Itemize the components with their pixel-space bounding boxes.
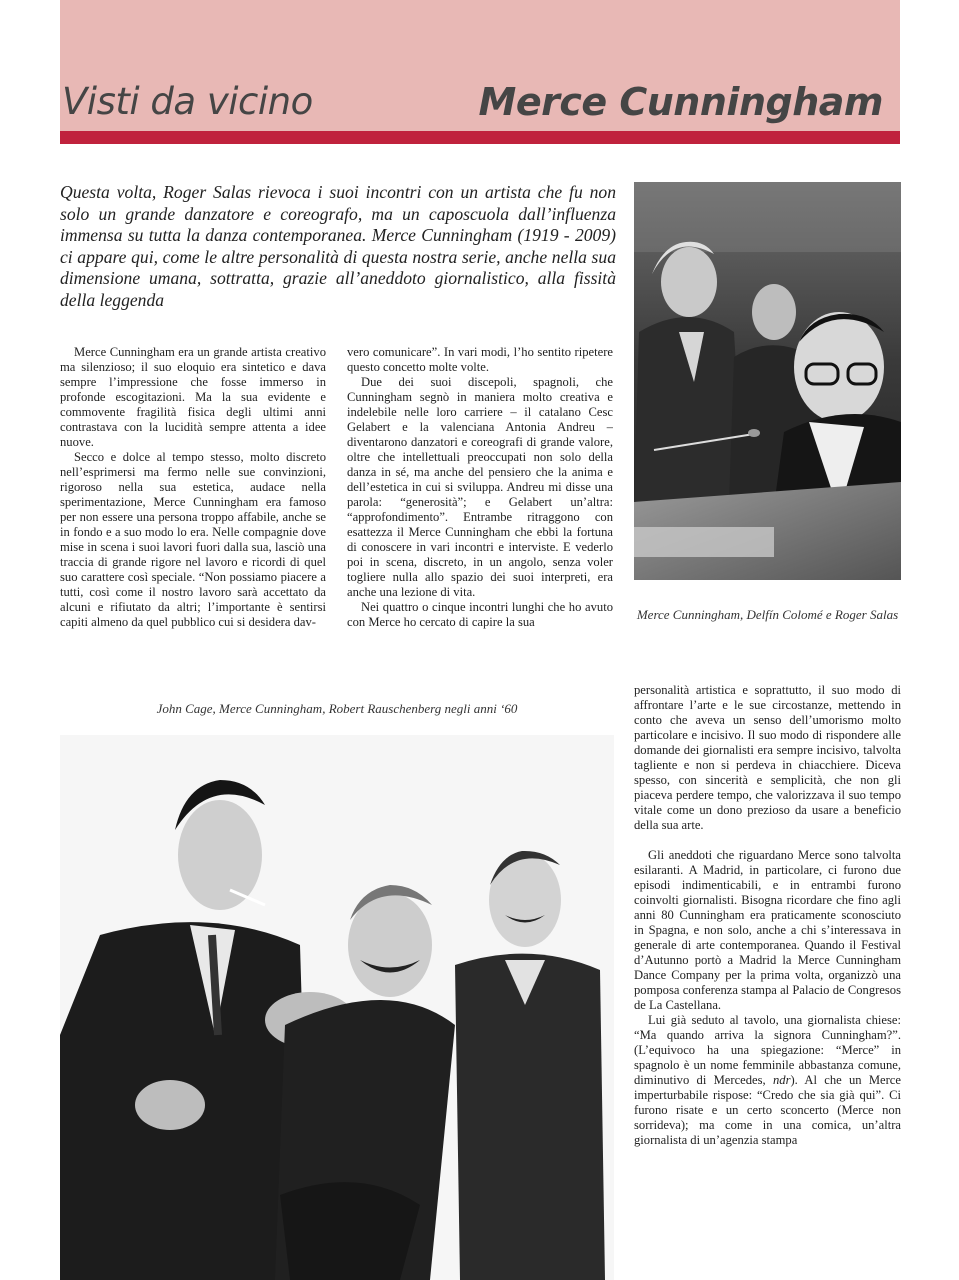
section-title: Visti da vicino bbox=[62, 80, 313, 123]
photo-press-conference bbox=[634, 182, 901, 580]
editor-note: ndr bbox=[772, 1073, 791, 1087]
paragraph-gap bbox=[634, 833, 901, 848]
body-column-1 bbox=[60, 345, 326, 665]
photo-cage-cunningham-rauschenberg bbox=[60, 735, 614, 1280]
paragraph-text: Gli aneddoti che riguardano Merce sono talvolta esilaranti. A Madrid, in particolare, ci furono due episodi indimenticabili, e in entrambi furono coinvolti giornalisti. Bisogna ricordare che fino agli anni 80 Cunningham era praticamente sconosciuto in Spagna, e non solo, anche a chi s’interessava in generale di arte contemporanea. Quando il Festival d’Autunno portò a Madrid la Merce Cunningham Dance Company per la prima volta, organizzò una pomposa conferenza stampa al Palacio de Congresos de La Castellana. bbox=[634, 848, 901, 1012]
paragraph: Nei quattro o cinque incontri lunghi che ho avuto con Merce ho cercato di capire la sua bbox=[347, 600, 613, 629]
paragraph: vero comunicare”. In vari modi, l’ho sentito ripetere questo concetto molte volte. bbox=[347, 345, 613, 374]
paragraph-text: ). Al che un Merce imperturbabile rispose: “Credo che sia già qui”. Ci furono risate e un certo sconcerto (Merce non sorrideva); ma come in una comica, un’altra giornalista di un’agenzia stampa bbox=[634, 1073, 901, 1147]
press-conference-photo-svg bbox=[634, 182, 901, 580]
header-rule bbox=[60, 131, 900, 144]
paragraph: personalità artistica e soprattutto, il suo modo di affrontare l’arte e le sue circostanze, mettendo in conto che aveva un senso dell’umorismo molto particolare e incisivo. Il suo modo di rispondere alle domande dei giornalisti era sempre incisivo, talvolta tagliente e non si perdeva in chiacchiere. Diceva spesso, con sincerità e semplicità, che non gli piaceva perdere tempo, che valorizzava il suo tempo vitale come un dono prezioso da usare a beneficio della sua arte. bbox=[634, 683, 901, 832]
article-title: Merce Cunningham bbox=[478, 80, 883, 124]
photo-caption-top: Merce Cunningham, Delfín Colomé e Roger Salas bbox=[636, 607, 899, 622]
paragraph bbox=[634, 848, 901, 1013]
group-portrait-photo-svg bbox=[60, 735, 614, 1280]
body-column-3 bbox=[634, 683, 901, 1203]
paragraph bbox=[634, 1013, 901, 1148]
paragraph-text: Lui già seduto al tavolo, una giornalista chiese: “Ma quando arriva la signora Cunningham?”. (L’equivoco ha una spiegazione: “Merce” in spagnolo è un nome femminile abbastanza comune, diminutivo di Mercedes, bbox=[634, 1013, 901, 1087]
paragraph: Merce Cunningham era un grande artista creativo ma silenzioso; il suo eloquio era sintetico e dava sempre l’impressione che fosse immerso in profonde escogitazioni. Ma la sua evidente e commovente fragilità fisica degli ultimi anni contrastava con la lucidità sempre attenta a idee nuove. bbox=[60, 345, 326, 449]
body-column-2 bbox=[347, 345, 613, 665]
standfirst: Questa volta, Roger Salas rievoca i suoi incontri con un artista che fu non solo un grande danzatore e coreografo, ma un caposcuola dall’influenza immensa su tutta la danza contemporanea. Merce Cunningham (1919 - 2009) ci appare qui, come le altre personalità di questa nostra serie, anche nella sua dimensione umana, sottratta, grazie all’aneddoto giornalistico, alla fissità della leggenda bbox=[60, 182, 616, 310]
paragraph: Secco e dolce al tempo stesso, molto discreto nell’esprimersi ma fermo nelle sue convinzioni, rigoroso nella sua estetica, audace nella sperimentazione, Merce Cunningham era famoso per non essere una persona troppo affabile, anche se in fondo e a suo modo lo era. Nelle compagnie dove mise in scena i suoi lavori fuori dalla sua, lasciò una traccia di grande rigore nel lavoro e ricordi di quel suo carattere così speciale. “Non possiamo piacere a tutti, così come il nostro lavoro sarà accettato da alcuni e rifiutato da altri; l’importante è sentirsi capiti almeno da quel pubblico cui si desidera dav- bbox=[60, 450, 326, 629]
photo-caption-bottom: John Cage, Merce Cunningham, Robert Rauschenberg negli anni ‘60 bbox=[156, 701, 518, 716]
paragraph: Due dei suoi discepoli, spagnoli, che Cunningham segnò in maniera molto creativa e indelebile nelle loro carriere – il catalano Cesc Gelabert e la valenciana Antonia Andreu – diventarono danzatori e coreografi di grande valore, oltre che intellettuali preoccupati non solo della danza in sé, ma anche del pensiero che la anima e dell’estetica in cui si sviluppa. Andreu mi disse una parola: “generosità”; e Gelabert un’altra: “approfondimento”. Entrambe ritraggono con esattezza il Merce Cunningham che ebbi la fortuna di conoscere in vari incontri e interviste. E vederlo poi in scena, discreto, in un angolo, senza voler togliere nulla allo spazio dei suoi interpreti, era anche una lezione di vita. bbox=[347, 375, 613, 599]
